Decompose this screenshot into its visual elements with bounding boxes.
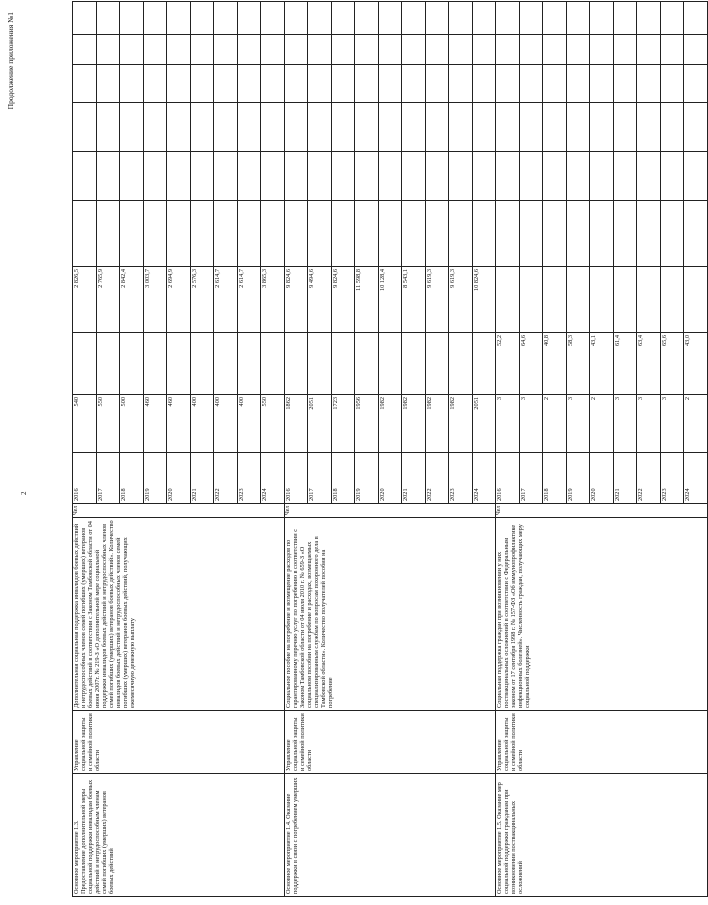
value-a-cell: 43,0: [684, 333, 708, 395]
empty-cell: [613, 65, 637, 103]
empty-cell: [190, 201, 214, 267]
value-a-cell: [425, 333, 449, 395]
empty-cell: [167, 65, 191, 103]
value-b-cell: [590, 267, 614, 333]
count-cell: 1982: [402, 395, 426, 453]
value-b-cell: 2 576,3: [190, 267, 214, 333]
value-b-cell: [684, 267, 708, 333]
year-cell: 2016: [284, 453, 308, 504]
empty-cell: [167, 152, 191, 201]
empty-cell: [308, 65, 332, 103]
empty-cell: [73, 2, 97, 35]
empty-cell: [637, 65, 661, 103]
empty-cell: [378, 2, 402, 35]
empty-cell: [355, 201, 379, 267]
year-cell: 2020: [378, 453, 402, 504]
count-cell: 550: [96, 395, 120, 453]
year-cell: 2017: [308, 453, 332, 504]
count-cell: 1982: [425, 395, 449, 453]
empty-cell: [331, 152, 355, 201]
count-cell: 3: [496, 395, 520, 453]
empty-cell: [425, 2, 449, 35]
table-row: [73, 2, 97, 897]
value-a-cell: 64,6: [519, 333, 543, 395]
empty-cell: [660, 201, 684, 267]
value-a-cell: 43,1: [590, 333, 614, 395]
value-b-cell: [660, 267, 684, 333]
empty-cell: [355, 65, 379, 103]
empty-cell: [472, 65, 496, 103]
empty-cell: [261, 35, 285, 65]
description-cell: Социальная поддержка граждан при возникновении у них поствакцинальных осложнений в соответствии с Федеральным законом от 17 сентября 1998 г. № 157-ФЗ «Об иммунопрофилактике инфекционных болезней». Численность граждан, получающих меру социальной поддержки: [496, 518, 708, 711]
empty-cell: [449, 2, 473, 35]
empty-cell: [73, 201, 97, 267]
empty-cell: [472, 35, 496, 65]
empty-cell: [73, 152, 97, 201]
empty-cell: [660, 2, 684, 35]
description-cell: Социальное пособие на погребение и возмещение расходов по гарантированному перечню услуг по погребению в соответствии с Законом Тамбовской области от 04 июля 2010 г. № 659-З «О социальном пособии на погребение и расходах, возмещаемых специализированным службам по вопросам похоронного дела в Тамбовской области». Количество получателей пособия на погребение: [284, 518, 496, 711]
count-cell: 3: [660, 395, 684, 453]
empty-cell: [566, 103, 590, 152]
year-cell: 2019: [355, 453, 379, 504]
count-cell: 400: [214, 395, 238, 453]
value-b-cell: 2 614,7: [237, 267, 261, 333]
value-a-cell: [237, 333, 261, 395]
year-cell: 2020: [590, 453, 614, 504]
year-cell: 2021: [402, 453, 426, 504]
year-cell: 2023: [237, 453, 261, 504]
empty-cell: [637, 2, 661, 35]
empty-cell: [472, 201, 496, 267]
empty-cell: [378, 35, 402, 65]
value-a-cell: [190, 333, 214, 395]
empty-cell: [519, 152, 543, 201]
value-b-cell: [613, 267, 637, 333]
empty-cell: [660, 152, 684, 201]
executor-cell: Управление социальной защиты и семейной политики области: [496, 711, 708, 774]
empty-cell: [73, 103, 97, 152]
empty-cell: [214, 35, 238, 65]
empty-cell: [378, 103, 402, 152]
empty-cell: [472, 152, 496, 201]
empty-cell: [96, 65, 120, 103]
empty-cell: [284, 65, 308, 103]
empty-cell: [331, 2, 355, 35]
empty-cell: [519, 65, 543, 103]
executor-cell: Управление социальной защиты и семейной политики области: [73, 711, 285, 774]
empty-cell: [167, 35, 191, 65]
value-a-cell: 63,4: [637, 333, 661, 395]
empty-cell: [237, 2, 261, 35]
empty-cell: [637, 152, 661, 201]
empty-cell: [120, 35, 144, 65]
empty-cell: [425, 35, 449, 65]
empty-cell: [284, 152, 308, 201]
value-b-cell: [637, 267, 661, 333]
year-cell: 2016: [73, 453, 97, 504]
year-cell: 2016: [496, 453, 520, 504]
empty-cell: [331, 201, 355, 267]
empty-cell: [214, 201, 238, 267]
year-cell: 2024: [472, 453, 496, 504]
empty-cell: [261, 201, 285, 267]
empty-cell: [73, 35, 97, 65]
empty-cell: [566, 35, 590, 65]
year-cell: 2019: [143, 453, 167, 504]
unit-cell: Чел: [496, 504, 708, 518]
value-a-cell: [355, 333, 379, 395]
empty-cell: [590, 103, 614, 152]
empty-cell: [496, 2, 520, 35]
year-cell: 2022: [425, 453, 449, 504]
count-cell: 1723: [331, 395, 355, 453]
empty-cell: [449, 152, 473, 201]
program-table: [72, 1, 708, 897]
empty-cell: [378, 201, 402, 267]
empty-cell: [613, 201, 637, 267]
empty-cell: [120, 65, 144, 103]
page-number: 2: [20, 491, 28, 495]
empty-cell: [214, 152, 238, 201]
empty-cell: [214, 103, 238, 152]
value-a-cell: [402, 333, 426, 395]
year-cell: 2017: [96, 453, 120, 504]
empty-cell: [543, 2, 567, 35]
count-cell: 2: [684, 395, 708, 453]
empty-cell: [637, 201, 661, 267]
count-cell: 500: [120, 395, 144, 453]
empty-cell: [331, 103, 355, 152]
value-a-cell: 58,3: [566, 333, 590, 395]
year-cell: 2022: [214, 453, 238, 504]
value-b-cell: 2 826,5: [73, 267, 97, 333]
empty-cell: [96, 2, 120, 35]
empty-cell: [284, 201, 308, 267]
empty-cell: [331, 65, 355, 103]
value-a-cell: [73, 333, 97, 395]
value-b-cell: 8 543,1: [402, 267, 426, 333]
empty-cell: [143, 201, 167, 267]
year-cell: 2017: [519, 453, 543, 504]
empty-cell: [261, 103, 285, 152]
empty-cell: [143, 103, 167, 152]
empty-cell: [96, 152, 120, 201]
empty-cell: [472, 103, 496, 152]
empty-cell: [543, 201, 567, 267]
year-cell: 2024: [684, 453, 708, 504]
empty-cell: [660, 103, 684, 152]
value-b-cell: [519, 267, 543, 333]
empty-cell: [167, 2, 191, 35]
count-cell: 400: [237, 395, 261, 453]
value-a-cell: [261, 333, 285, 395]
event-cell: Основное мероприятие 1.4. Оказание поддержки в связи с погребением умерших: [284, 774, 496, 897]
empty-cell: [308, 103, 332, 152]
empty-cell: [543, 65, 567, 103]
value-b-cell: 9 619,3: [425, 267, 449, 333]
empty-cell: [143, 35, 167, 65]
empty-cell: [496, 35, 520, 65]
empty-cell: [684, 2, 708, 35]
value-a-cell: [449, 333, 473, 395]
executor-cell: Управление социальной защиты и семейной политики области: [284, 711, 496, 774]
unit-cell: Чел: [73, 504, 285, 518]
empty-cell: [425, 152, 449, 201]
year-cell: 2021: [190, 453, 214, 504]
empty-cell: [496, 201, 520, 267]
empty-cell: [402, 35, 426, 65]
value-b-cell: [543, 267, 567, 333]
empty-cell: [613, 152, 637, 201]
empty-cell: [543, 152, 567, 201]
value-b-cell: 2 614,7: [214, 267, 238, 333]
empty-cell: [425, 65, 449, 103]
empty-cell: [425, 103, 449, 152]
value-b-cell: 2 842,4: [120, 267, 144, 333]
year-cell: 2020: [167, 453, 191, 504]
empty-cell: [190, 152, 214, 201]
empty-cell: [660, 65, 684, 103]
empty-cell: [519, 2, 543, 35]
value-b-cell: 9 619,3: [449, 267, 473, 333]
empty-cell: [120, 103, 144, 152]
empty-cell: [590, 65, 614, 103]
empty-cell: [261, 2, 285, 35]
empty-cell: [355, 103, 379, 152]
empty-cell: [496, 152, 520, 201]
count-cell: 2: [590, 395, 614, 453]
empty-cell: [120, 152, 144, 201]
unit-cell: Чел: [284, 504, 496, 518]
value-a-cell: [96, 333, 120, 395]
empty-cell: [543, 35, 567, 65]
empty-cell: [637, 35, 661, 65]
empty-cell: [284, 35, 308, 65]
empty-cell: [566, 201, 590, 267]
event-cell: Основное мероприятие 1.5. Оказание мер социальной поддержки гражданам при возникновении поствакцинальных осложнений: [496, 774, 708, 897]
empty-cell: [355, 2, 379, 35]
empty-cell: [519, 35, 543, 65]
empty-cell: [566, 2, 590, 35]
empty-cell: [543, 103, 567, 152]
count-cell: 1956: [355, 395, 379, 453]
description-cell: Дополнительная социальная поддержка инвалидов боевых действий и нетрудоспособных членов семей погибших (умерших) ветеранов боевых действий в соответствии с Законом Тамбовской области от 04 июня 2007г. № 219-З «О дополнительной мере социальной поддержки инвалидов боевых действий и нетрудоспособных членов семей погибших (умерших) ветеранов боевых действий». Количество инвалидов боевых действий и нетрудоспособных членов семей погибших (умерших) ветеранов боевых действий, получающих ежемесячную денежную выплату: [73, 518, 285, 711]
empty-cell: [590, 2, 614, 35]
year-cell: 2018: [331, 453, 355, 504]
count-cell: 400: [190, 395, 214, 453]
empty-cell: [449, 65, 473, 103]
empty-cell: [684, 65, 708, 103]
empty-cell: [143, 2, 167, 35]
count-cell: 2051: [308, 395, 332, 453]
empty-cell: [237, 65, 261, 103]
table-row: [496, 2, 520, 897]
value-b-cell: 11 598,8: [355, 267, 379, 333]
count-cell: 3: [613, 395, 637, 453]
empty-cell: [284, 2, 308, 35]
count-cell: 1862: [284, 395, 308, 453]
count-cell: 540: [73, 395, 97, 453]
empty-cell: [190, 35, 214, 65]
value-b-cell: [496, 267, 520, 333]
value-a-cell: 65,6: [660, 333, 684, 395]
value-b-cell: [566, 267, 590, 333]
empty-cell: [96, 201, 120, 267]
year-cell: 2022: [637, 453, 661, 504]
count-cell: 3: [519, 395, 543, 453]
value-a-cell: 52,2: [496, 333, 520, 395]
value-a-cell: 40,8: [543, 333, 567, 395]
empty-cell: [566, 152, 590, 201]
empty-cell: [308, 201, 332, 267]
value-a-cell: [378, 333, 402, 395]
event-cell: Основное мероприятие 1.3. Предоставление дополнительной меры социальной поддержки инвалидам боевых действий и нетрудоспособным членам семей погибших (умерших) ветеранов боевых действий: [73, 774, 285, 897]
year-cell: 2019: [566, 453, 590, 504]
empty-cell: [143, 152, 167, 201]
empty-cell: [449, 201, 473, 267]
empty-cell: [472, 2, 496, 35]
value-b-cell: 10 128,4: [378, 267, 402, 333]
empty-cell: [237, 103, 261, 152]
empty-cell: [566, 65, 590, 103]
empty-cell: [590, 201, 614, 267]
count-cell: 2: [543, 395, 567, 453]
empty-cell: [402, 152, 426, 201]
empty-cell: [331, 35, 355, 65]
empty-cell: [613, 2, 637, 35]
empty-cell: [237, 201, 261, 267]
value-a-cell: 61,4: [613, 333, 637, 395]
empty-cell: [425, 201, 449, 267]
year-cell: 2018: [120, 453, 144, 504]
empty-cell: [73, 65, 97, 103]
empty-cell: [613, 103, 637, 152]
empty-cell: [519, 201, 543, 267]
empty-cell: [590, 152, 614, 201]
value-b-cell: 10 824,6: [472, 267, 496, 333]
empty-cell: [402, 103, 426, 152]
empty-cell: [402, 201, 426, 267]
count-cell: 2051: [472, 395, 496, 453]
empty-cell: [355, 152, 379, 201]
empty-cell: [120, 201, 144, 267]
empty-cell: [190, 2, 214, 35]
count-cell: 1982: [378, 395, 402, 453]
empty-cell: [660, 35, 684, 65]
empty-cell: [684, 152, 708, 201]
empty-cell: [190, 65, 214, 103]
value-a-cell: [143, 333, 167, 395]
empty-cell: [402, 2, 426, 35]
value-b-cell: 3 865,3: [261, 267, 285, 333]
value-a-cell: [331, 333, 355, 395]
empty-cell: [261, 65, 285, 103]
value-a-cell: [284, 333, 308, 395]
year-cell: 2021: [613, 453, 637, 504]
empty-cell: [308, 152, 332, 201]
count-cell: 3: [637, 395, 661, 453]
count-cell: 550: [261, 395, 285, 453]
value-b-cell: 9 824,6: [284, 267, 308, 333]
empty-cell: [96, 103, 120, 152]
empty-cell: [402, 65, 426, 103]
year-cell: 2023: [449, 453, 473, 504]
empty-cell: [684, 201, 708, 267]
empty-cell: [308, 35, 332, 65]
empty-cell: [120, 2, 144, 35]
empty-cell: [449, 103, 473, 152]
empty-cell: [590, 35, 614, 65]
empty-cell: [143, 65, 167, 103]
year-cell: 2024: [261, 453, 285, 504]
empty-cell: [613, 35, 637, 65]
value-b-cell: 9 824,6: [331, 267, 355, 333]
empty-cell: [308, 2, 332, 35]
table-row: [284, 2, 308, 897]
value-a-cell: [472, 333, 496, 395]
count-cell: 460: [167, 395, 191, 453]
empty-cell: [378, 152, 402, 201]
empty-cell: [167, 103, 191, 152]
empty-cell: [519, 103, 543, 152]
empty-cell: [355, 35, 379, 65]
empty-cell: [237, 35, 261, 65]
empty-cell: [449, 35, 473, 65]
empty-cell: [261, 152, 285, 201]
count-cell: 3: [566, 395, 590, 453]
count-cell: 1982: [449, 395, 473, 453]
value-b-cell: 2 765,9: [96, 267, 120, 333]
empty-cell: [167, 201, 191, 267]
empty-cell: [496, 103, 520, 152]
value-a-cell: [167, 333, 191, 395]
count-cell: 460: [143, 395, 167, 453]
empty-cell: [237, 152, 261, 201]
empty-cell: [96, 35, 120, 65]
empty-cell: [684, 35, 708, 65]
value-b-cell: 2 694,9: [167, 267, 191, 333]
value-b-cell: 9 494,6: [308, 267, 332, 333]
empty-cell: [214, 2, 238, 35]
year-cell: 2023: [660, 453, 684, 504]
empty-cell: [214, 65, 238, 103]
value-a-cell: [214, 333, 238, 395]
value-b-cell: 3 003,7: [143, 267, 167, 333]
empty-cell: [284, 103, 308, 152]
value-a-cell: [308, 333, 332, 395]
value-a-cell: [120, 333, 144, 395]
empty-cell: [378, 65, 402, 103]
appendix-label: Продолжение приложения №1: [6, 12, 15, 110]
empty-cell: [637, 103, 661, 152]
empty-cell: [496, 65, 520, 103]
year-cell: 2018: [543, 453, 567, 504]
empty-cell: [190, 103, 214, 152]
empty-cell: [684, 103, 708, 152]
